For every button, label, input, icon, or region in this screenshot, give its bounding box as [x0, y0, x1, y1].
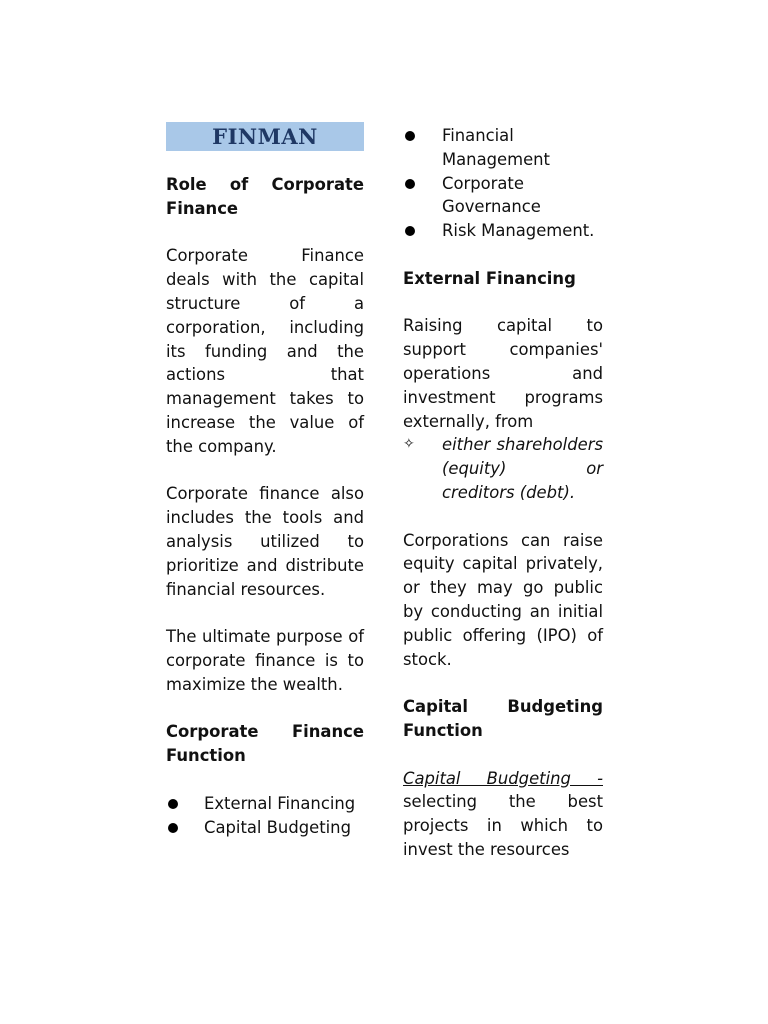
paragraph-tools: Corporate finance also includes the tools and analysis utilized to prioritize and distribute financial resources.: [166, 484, 364, 599]
paragraph-definition: Corporate Finance deals with the capital structure of a corporation, including its funding and the actions that management takes to increase the value of the company.: [166, 246, 364, 456]
function-heading: Corporate Finance Function: [166, 722, 364, 766]
bullet-icon: [405, 226, 415, 236]
capital-budgeting-term: Capital Budgeting -: [403, 768, 603, 788]
page-title: FINMAN: [212, 123, 318, 149]
bullet-icon: [168, 823, 178, 833]
right-column: [403, 124, 603, 862]
list-item: Risk Management.: [403, 219, 603, 243]
external-financing-heading: External Financing: [403, 268, 576, 288]
list-item: External Financing: [166, 792, 364, 816]
list-item: Capital Budgeting: [166, 816, 364, 840]
function-list-continued: [403, 124, 603, 243]
capital-budgeting-heading: Capital Budgeting Function: [403, 697, 603, 740]
title-banner: [166, 122, 364, 151]
list-item: Corporate Governance: [403, 172, 603, 220]
bullet-icon: [405, 179, 415, 189]
bullet-icon: [168, 799, 178, 809]
star-bullet-icon: ✧: [403, 436, 415, 453]
capital-budgeting-definition: selecting the best projects in which to invest the resources: [403, 792, 603, 859]
paragraph-ipo: Corporations can raise equity capital privately, or they may go public by conducting an initial public offering (IPO) of stock.: [403, 530, 603, 669]
list-item: ✧ either shareholders (equity) or creditors (debt).: [403, 435, 603, 502]
role-heading: Role of Corporate Finance: [166, 175, 364, 218]
left-column: [166, 122, 364, 839]
paragraph-external: Raising capital to support companies' operations and investment programs externally, from: [403, 316, 603, 431]
function-list: [166, 792, 364, 840]
paragraph-purpose: The ultimate purpose of corporate finance is to maximize the wealth.: [166, 627, 364, 694]
source-list: [403, 433, 603, 504]
list-item: Financial Management: [403, 124, 603, 172]
bullet-icon: [405, 131, 415, 141]
paragraph-capital-budgeting: [403, 767, 603, 862]
